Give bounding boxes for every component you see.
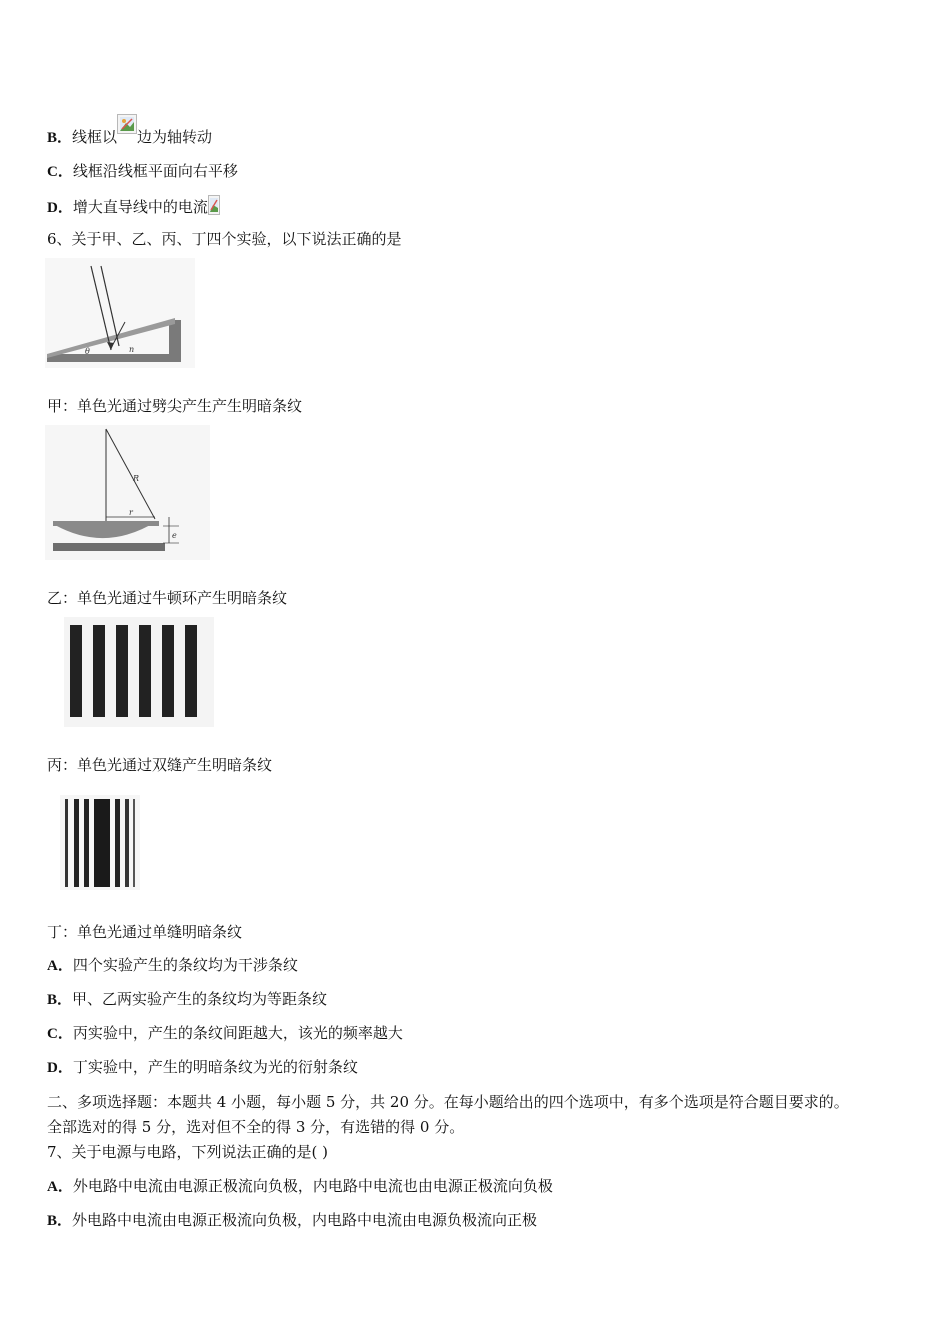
broken-image-icon (117, 114, 137, 134)
q5-option-d (47, 195, 220, 218)
section-two-line-2: 全部选对的得 5 分，选对但不全的得 3 分，有选错的得 0 分。 (47, 1118, 465, 1136)
option-text: 丙实验中，产生的条纹间距越大，该光的频率越大 (72, 1024, 403, 1042)
n-label: n (129, 345, 135, 354)
option-text-before: 线框以 (72, 128, 118, 146)
q7-stem: 7、关于电源与电路，下列说法正确的是( ) (47, 1143, 329, 1161)
q5-option-b (47, 114, 212, 148)
q5-option-c (47, 161, 238, 182)
double-slit-fringes-figure (64, 617, 214, 727)
q6-option-b (47, 989, 327, 1010)
option-text: 甲、乙两实验产生的条纹均为等距条纹 (72, 990, 328, 1008)
newton-rings-figure (45, 425, 210, 560)
option-letter: D． (47, 1060, 73, 1076)
section-two-line-1: 二、多项选择题：本题共 4 小题，每小题 5 分，共 20 分。在每小题给出的四个选项中，有多个选项是符合题目要求的。 (47, 1093, 849, 1111)
section-two-instructions (47, 1090, 927, 1140)
q6-option-a (47, 955, 298, 976)
caption-ding: 丁：单色光通过单缝明暗条纹 (47, 923, 243, 941)
option-letter: B． (47, 992, 73, 1008)
theta-label: θ (85, 347, 90, 356)
caption-yi: 乙：单色光通过牛顿环产生明暗条纹 (47, 589, 288, 607)
option-text: 增大直导线中的电流 (72, 198, 208, 216)
wedge-figure (45, 258, 195, 368)
q6-option-d (47, 1057, 358, 1078)
option-text: 线框沿线框平面向右平移 (72, 162, 238, 180)
q6-option-c (47, 1023, 403, 1044)
caption-jia: 甲：单色光通过劈尖产生产生明暗条纹 (47, 397, 303, 415)
option-letter: D． (47, 200, 73, 216)
e-label: e (172, 531, 177, 540)
r-big-label: R (133, 474, 140, 483)
q6-stem: 6、关于甲、乙、丙、丁四个实验，以下说法正确的是 (47, 230, 402, 248)
q7-option-a (47, 1176, 553, 1197)
option-letter: B． (47, 1213, 73, 1229)
option-text: 四个实验产生的条纹均为干涉条纹 (72, 956, 298, 974)
broken-image-icon (208, 195, 220, 215)
r-small-label: r (129, 508, 133, 517)
caption-bing: 丙：单色光通过双缝产生明暗条纹 (47, 756, 273, 774)
option-letter: C． (47, 164, 73, 180)
option-letter: B． (47, 130, 73, 146)
option-text: 丁实验中，产生的明暗条纹为光的衍射条纹 (72, 1058, 358, 1076)
single-slit-fringes-figure (60, 795, 140, 890)
option-text: 外电路中电流由电源正极流向负极，内电路中电流也由电源正极流向负极 (72, 1177, 553, 1195)
option-letter: A． (47, 1179, 73, 1195)
option-text-after: 边为轴转动 (137, 128, 213, 146)
option-letter: A． (47, 958, 73, 974)
option-letter: C． (47, 1026, 73, 1042)
option-text: 外电路中电流由电源正极流向负极，内电路中电流由电源负极流向正极 (72, 1211, 538, 1229)
q7-option-b (47, 1210, 537, 1231)
